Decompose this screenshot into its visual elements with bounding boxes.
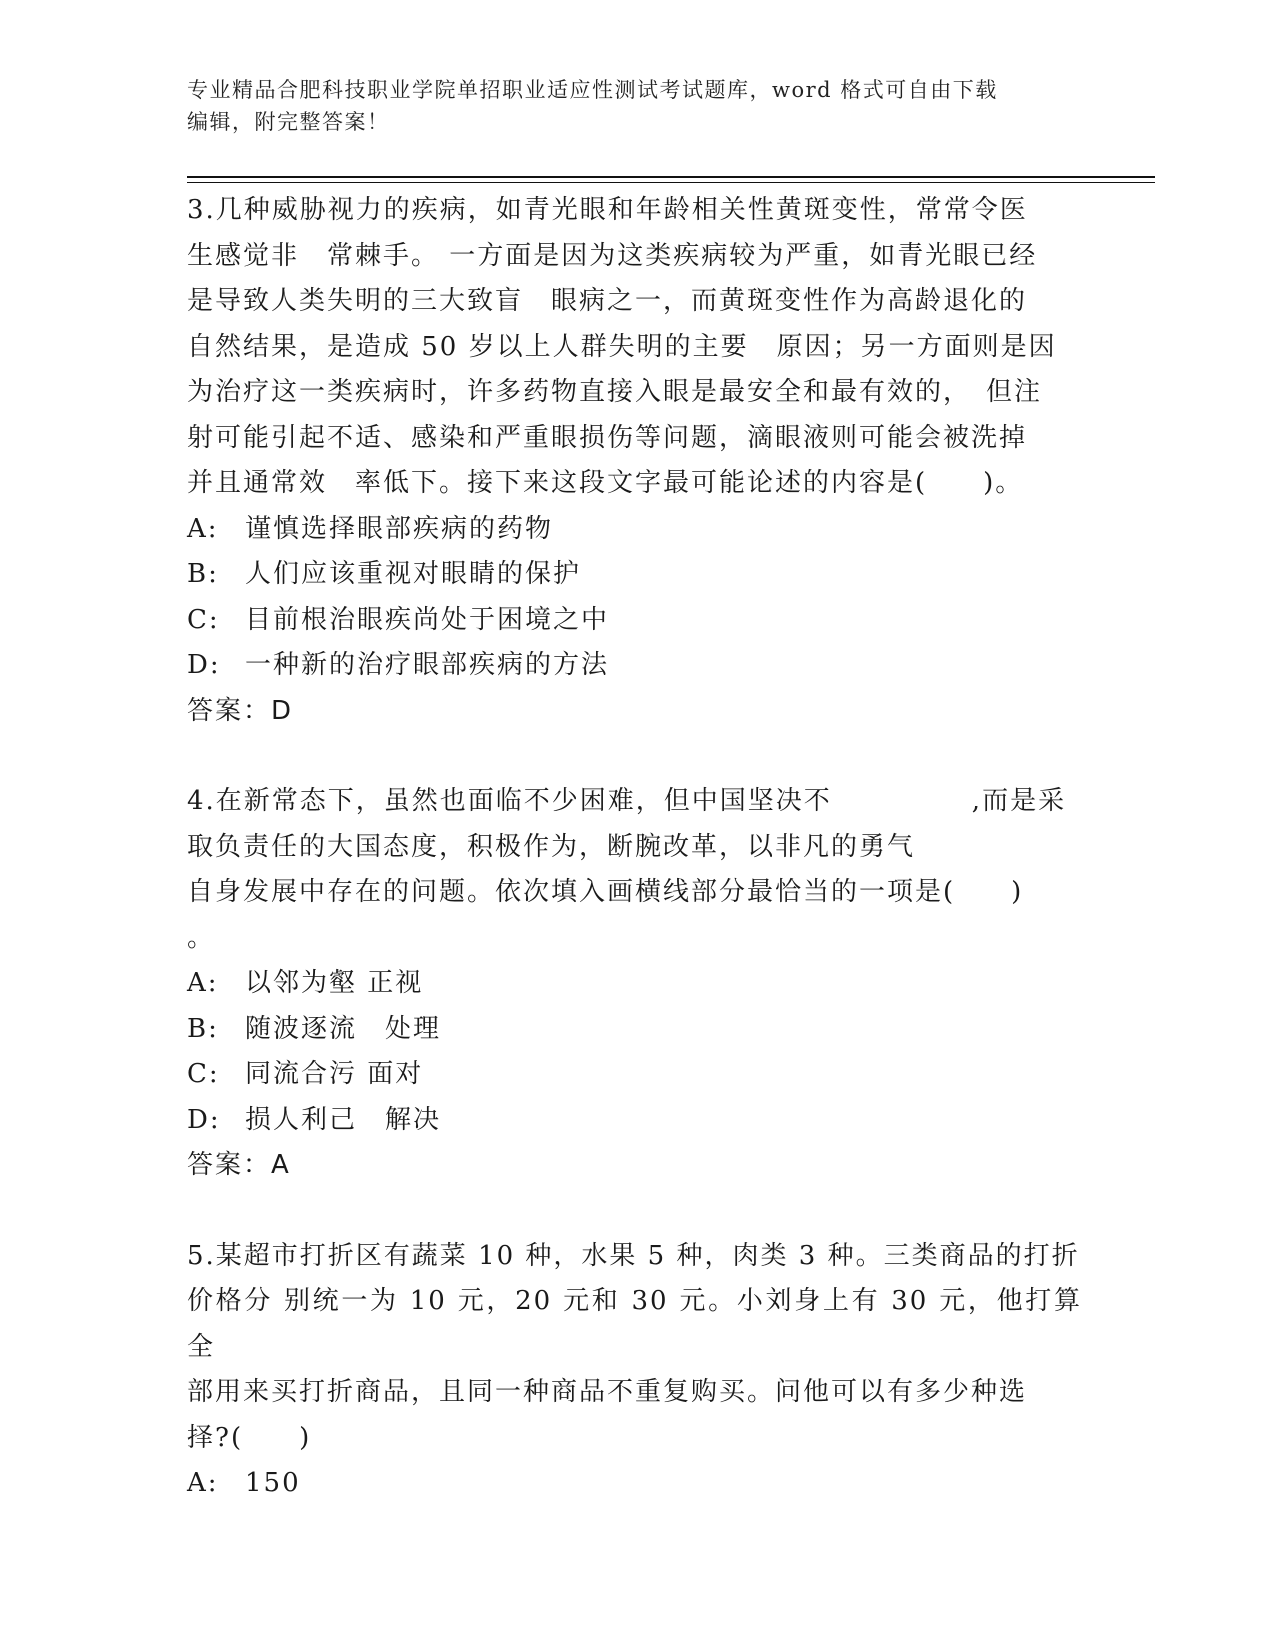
- option-c: [187, 598, 1082, 644]
- stem-line: 自身发展中存在的问题。依次填入画横线部分最恰当的一项是( ): [187, 877, 1024, 907]
- option-letter: D:: [187, 650, 221, 680]
- question-spacer: [187, 734, 1082, 779]
- option-c: [187, 1052, 1082, 1098]
- option-letter: A:: [187, 1468, 219, 1498]
- option-text: 谨慎选择眼部疾病的药物: [245, 513, 554, 544]
- stem-line: 自然结果，是造成 50 岁以上人群失明的主要 原因；另一方面则是因: [187, 331, 1057, 362]
- question-stem: [187, 1234, 1082, 1462]
- header-line-2: 编辑，附完整答案！: [187, 110, 390, 134]
- stem-line: 生感觉非 常棘手。 一方面是因为这类疾病较为严重，如青光眼已经: [187, 240, 1038, 271]
- option-a: [187, 961, 1082, 1007]
- option-letter: D:: [187, 1104, 221, 1135]
- option-text: 人们应该重视对眼睛的保护: [245, 559, 582, 589]
- option-d: [187, 1098, 1082, 1144]
- option-letter: A:: [187, 513, 219, 544]
- stem-line: 5.某超市打折区有蔬菜 10 种，水果 5 种，肉类 3 种。三类商品的打折: [187, 1240, 1080, 1271]
- stem-line: 4.在新常态下，虽然也面临不少困难，但中国坚决不 ,而是采: [187, 786, 1067, 816]
- stem-line: 价格分 别统一为 10 元，20 元和 30 元。小刘身上有 30 元，他打算全: [187, 1286, 1082, 1362]
- header-line-1: 专业精品合肥科技职业学院单招职业适应性测试考试题库，word 格式可自由下载: [187, 78, 998, 102]
- answer-label: 答案：D: [187, 695, 294, 726]
- question-4: [187, 779, 1082, 1189]
- answer-label: 答案：A: [187, 1150, 291, 1180]
- question-stem: [187, 188, 1082, 507]
- option-text: 损人利己 解决: [245, 1104, 442, 1135]
- option-letter: C:: [187, 604, 220, 635]
- header-divider-thin: [187, 182, 1155, 183]
- option-text: 以邻为壑 正视: [245, 968, 424, 998]
- stem-line: 3.几种威胁视力的疾病，如青光眼和年龄相关性黄斑变性，常常令医: [187, 195, 1028, 225]
- option-b: [187, 1007, 1082, 1053]
- stem-line: 射可能引起不适、感染和严重眼损伤等问题，滴眼液则可能会被洗掉: [187, 422, 1028, 453]
- question-stem: [187, 779, 1082, 961]
- option-b: [187, 552, 1082, 598]
- option-a: [187, 507, 1082, 553]
- option-text: 目前根治眼疾尚处于困境之中: [245, 604, 610, 635]
- question-5: [187, 1234, 1082, 1507]
- option-text: 150: [245, 1468, 301, 1498]
- option-letter: B:: [187, 1013, 219, 1044]
- option-d: [187, 643, 1082, 689]
- option-text: 一种新的治疗眼部疾病的方法: [245, 650, 610, 680]
- option-a: [187, 1461, 1082, 1507]
- option-letter: C:: [187, 1059, 220, 1089]
- stem-line: 为治疗这一类疾病时，许多药物直接入眼是最安全和最有效的， 但注: [187, 377, 1043, 407]
- question-spacer: [187, 1189, 1082, 1234]
- stem-line: 并且通常效 率低下。接下来这段文字最可能论述的内容是( )。: [187, 468, 1024, 498]
- option-text: 同流合污 面对: [245, 1059, 424, 1089]
- question-3: [187, 188, 1082, 734]
- stem-line: 取负责任的大国态度，积极作为，断腕改革，以非凡的勇气: [187, 831, 916, 862]
- stem-line: 是导致人类失明的三大致盲 眼病之一，而黄斑变性作为高龄退化的: [187, 286, 1028, 316]
- header-divider-thick: [187, 176, 1155, 178]
- stem-line: 择?( ): [187, 1422, 312, 1453]
- stem-line: 部用来买打折商品，且同一种商品不重复购买。问他可以有多少种选: [187, 1377, 1028, 1407]
- questions-content: [187, 188, 1082, 1507]
- document-header: [187, 74, 1067, 138]
- option-text: 随波逐流 处理: [245, 1013, 442, 1044]
- option-letter: A:: [187, 968, 219, 998]
- option-letter: B:: [187, 559, 219, 589]
- stem-line: 。: [187, 922, 216, 953]
